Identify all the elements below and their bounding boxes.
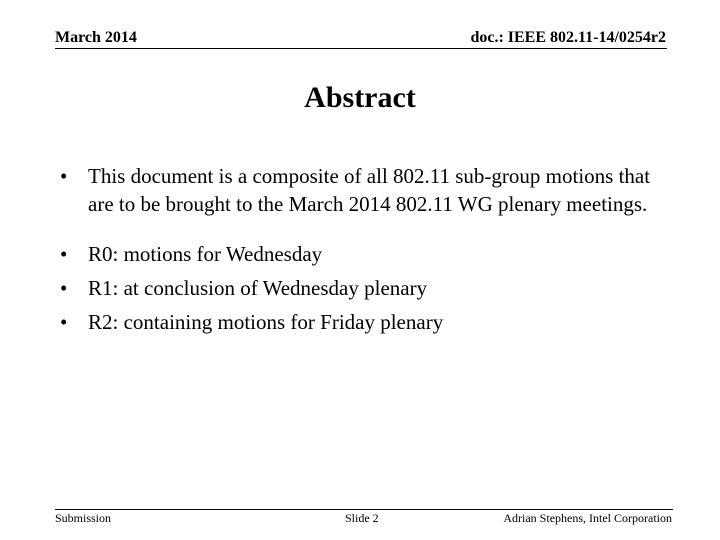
header-date: March 2014 — [55, 29, 137, 46]
bullet-item-r1 — [60, 274, 660, 302]
footer-divider — [55, 509, 673, 510]
bullet-text: R1: at conclusion of Wednesday plenary — [88, 276, 428, 300]
bullet-marker: • — [60, 242, 68, 266]
bullet-marker: • — [60, 310, 68, 334]
bullet-marker: • — [60, 164, 68, 188]
bullet-text: This document is a composite of all 802.11 sub-group motions that are to be brought to the March 2014 802.11 WG plenary meetings. — [88, 164, 651, 216]
slide-title: Abstract — [304, 81, 416, 114]
slide-content — [60, 162, 660, 336]
bullet-text: R0: motions for Wednesday — [88, 242, 323, 266]
footer-author: Adrian Stephens, Intel Corporation — [503, 511, 672, 525]
bullet-item-r2 — [60, 308, 660, 336]
header-doc-id: doc.: IEEE 802.11-14/0254r2 — [470, 29, 666, 46]
footer-slide-number: Slide 2 — [345, 511, 379, 525]
bullet-item-summary — [60, 162, 660, 218]
bullet-text: R2: containing motions for Friday plenary — [88, 310, 444, 334]
footer-submission: Submission — [55, 511, 112, 525]
bullet-marker: • — [60, 276, 68, 300]
bullet-item-r0 — [60, 240, 660, 268]
bullet-group-gap — [60, 218, 660, 240]
header-divider — [55, 48, 667, 49]
